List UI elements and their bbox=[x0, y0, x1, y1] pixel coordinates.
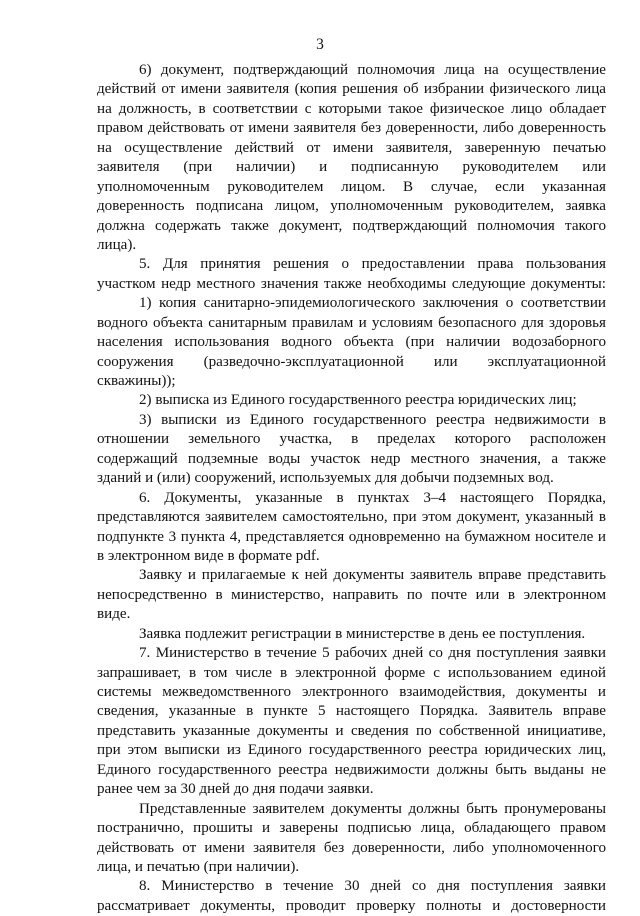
text-line: должна содержать также документ, подтверждающий полномочия такого bbox=[97, 217, 606, 234]
text-line: в электронном виде в формате pdf. bbox=[97, 547, 320, 564]
text-line: 5. Для принятия решения о предоставлении права пользования bbox=[139, 256, 606, 273]
text-line: водного объекта санитарным правилам и условиям безопасного для здоровья bbox=[97, 314, 606, 331]
text-line: 8. Министерство в течение 30 дней со дня поступления заявки bbox=[139, 878, 606, 895]
page-number: 3 bbox=[316, 36, 324, 53]
text-line: 2) выписка из Единого государственного реестра юридических лиц; bbox=[139, 392, 577, 409]
text-line: содержащий подземные воды участок недр местного значения, а также bbox=[97, 450, 606, 467]
text-line: 3) выписки из Единого государственного реестра недвижимости в bbox=[139, 411, 606, 428]
text-line: участком недр местного значения также необходимы следующие документы: bbox=[97, 275, 606, 292]
text-line: постранично, прошиты и заверены подписью лица, обладающего правом bbox=[97, 820, 606, 837]
text-line: рассматривает документы, проводит проверку полноты и достоверности bbox=[97, 897, 606, 914]
text-line: уполномоченным руководителем лицом. В случае, если указанная bbox=[97, 178, 606, 195]
text-line: Заявку и прилагаемые к ней документы заявитель вправе представить bbox=[139, 567, 606, 584]
text-line: непосредственно в министерство, направить по почте или в электронном bbox=[97, 586, 606, 603]
text-line: представить указанные документы и сведения по собственной инициативе, bbox=[97, 722, 606, 739]
text-line: отношении земельного участка, в пределах которого расположен bbox=[97, 431, 606, 448]
text-line: 6. Документы, указанные в пунктах 3–4 настоящего Порядка, bbox=[139, 489, 606, 506]
text-line: 7. Министерство в течение 5 рабочих дней со дня поступления заявки bbox=[139, 645, 606, 662]
text-line: Заявка подлежит регистрации в министерстве в день ее поступления. bbox=[139, 625, 586, 642]
text-line: 1) копия санитарно-эпидемиологического заключения о соответствии bbox=[139, 295, 606, 312]
text-line: 6) документ, подтверждающий полномочия лица на осуществление bbox=[139, 62, 606, 78]
document-body bbox=[97, 61, 606, 916]
text-line: действовать от имени заявителя без доверенности, либо уполномоченного bbox=[97, 839, 606, 856]
text-line: запрашивает, в том числе в электронной форме с использованием единой bbox=[97, 664, 606, 681]
text-line: лица). bbox=[97, 236, 137, 253]
text-line: ранее чем за 30 дней до дня подачи заявки. bbox=[97, 781, 374, 798]
text-line: при этом выписки из Единого государственного реестра юридических лиц, bbox=[97, 742, 606, 759]
text-line: заявителя (при наличии) и подписанную руководителем или bbox=[97, 159, 606, 176]
text-line: доверенность подписана лицом, уполномоченным руководителем, заявка bbox=[97, 198, 606, 215]
text-line: виде. bbox=[97, 606, 131, 623]
text-line: населения использования водного объекта (при наличии водозаборного bbox=[97, 334, 606, 351]
text-line: сведения, указанные в пункте 5 настоящего Порядка. Заявитель вправе bbox=[97, 703, 606, 720]
text-line: зданий и (или) сооружений, используемых для добычи подземных вод. bbox=[97, 470, 554, 487]
text-line: подпункте 3 пункта 4, представляется одновременно на бумажном носителе и bbox=[97, 528, 606, 545]
text-line: Представленные заявителем документы должны быть пронумерованы bbox=[139, 800, 606, 817]
text-line: Единого государственного реестра недвижимости должны быть выданы не bbox=[97, 761, 606, 778]
text-line: скважины)); bbox=[97, 373, 176, 389]
text-line: правом действовать от имени заявителя без доверенности, либо доверенность bbox=[97, 120, 606, 137]
text-line: лица, и печатью (при наличии). bbox=[97, 858, 300, 875]
text-line: на должность, в соответствии с которыми такое физическое лицо обладает bbox=[97, 100, 606, 117]
text-line: сооружения (разведочно-эксплуатационной или эксплуатационной bbox=[97, 353, 606, 370]
text-line: на осуществление действий от имени заявителя, заверенную печатью bbox=[97, 139, 606, 156]
text-line: представляются заявителем самостоятельно, при этом документ, указанный в bbox=[97, 509, 606, 526]
text-line: действий от имени заявителя (копия решения об избрании физического лица bbox=[97, 81, 606, 98]
text-line: системы межведомственного электронного взаимодействия, документы и bbox=[97, 684, 606, 700]
